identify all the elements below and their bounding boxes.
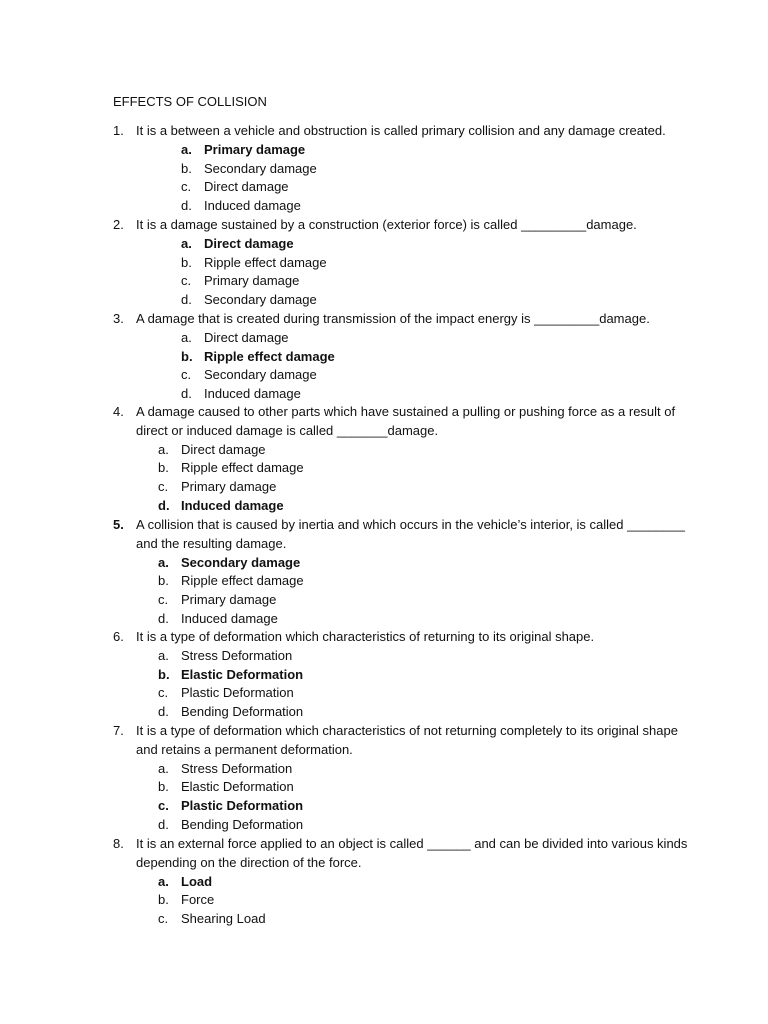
option-text: Secondary damage [204, 292, 317, 307]
option-letter: a. [158, 555, 169, 570]
option-text: Primary damage [181, 592, 277, 607]
option-text: Bending Deformation [181, 704, 304, 719]
option-text-correct: Ripple effect damage [204, 349, 335, 364]
question-number: 6. [113, 629, 124, 644]
question-number: 4. [113, 404, 124, 419]
option-letter: c. [158, 592, 169, 607]
question-text: It is a between a vehicle and obstruction is called primary collision and any damage created. [136, 123, 666, 138]
option-letter: c. [158, 685, 169, 700]
question-text: direct or induced damage is called _______damage. [136, 423, 439, 438]
option-text: Primary damage [181, 479, 277, 494]
question-number: 2. [113, 217, 124, 232]
question-text: It is an external force applied to an object is called ______ and can be divided into various kinds [136, 836, 688, 851]
option-letter: d. [158, 817, 169, 832]
option-letter: c. [158, 798, 169, 813]
option-letter: d. [158, 704, 169, 719]
option-letter: b. [181, 161, 192, 176]
option-text: Induced damage [204, 386, 301, 401]
option-text: Stress Deformation [181, 648, 293, 663]
option-text: Direct damage [181, 442, 266, 457]
option-letter: a. [181, 330, 192, 345]
question-text: It is a damage sustained by a construction (exterior force) is called _________damage. [136, 217, 637, 232]
option-letter: d. [158, 611, 169, 626]
option-letter: a. [181, 142, 192, 157]
option-text: Plastic Deformation [181, 685, 294, 700]
option-text: Secondary damage [204, 161, 317, 176]
option-letter: d. [181, 386, 192, 401]
question-number: 1. [113, 123, 124, 138]
option-letter: b. [158, 892, 169, 907]
option-text: Secondary damage [204, 367, 317, 382]
option-letter: b. [181, 349, 193, 364]
option-text: Direct damage [204, 179, 289, 194]
option-text-correct: Primary damage [204, 142, 306, 157]
question-text: and retains a permanent deformation. [136, 742, 353, 757]
option-letter: c. [158, 911, 169, 926]
option-text-correct: Secondary damage [181, 555, 301, 570]
option-text: Ripple effect damage [181, 573, 304, 588]
option-text: Primary damage [204, 273, 300, 288]
question-text: A damage that is created during transmission of the impact energy is _________damage. [136, 311, 650, 326]
option-text: Direct damage [204, 330, 289, 345]
option-text: Induced damage [204, 198, 301, 213]
option-letter: a. [158, 874, 169, 889]
option-text: Force [181, 892, 215, 907]
option-letter: a. [158, 648, 169, 663]
option-letter: b. [181, 255, 192, 270]
option-text-correct: Induced damage [181, 498, 284, 513]
question-text: A damage caused to other parts which have sustained a pulling or pushing force as a result of [136, 404, 676, 419]
option-letter: c. [181, 179, 192, 194]
question-text: It is a type of deformation which characteristics of returning to its original shape. [136, 629, 595, 644]
document-title: EFFECTS OF COLLISION [113, 94, 267, 109]
option-letter: a. [158, 761, 169, 776]
question-text: depending on the direction of the force. [136, 855, 362, 870]
option-letter: d. [181, 292, 192, 307]
option-text: Shearing Load [181, 911, 266, 926]
option-text: Elastic Deformation [181, 779, 294, 794]
option-text: Ripple effect damage [204, 255, 327, 270]
option-text-correct: Direct damage [204, 236, 294, 251]
option-text: Bending Deformation [181, 817, 304, 832]
question-number: 7. [113, 723, 124, 738]
option-letter: d. [158, 498, 170, 513]
option-text: Ripple effect damage [181, 460, 304, 475]
option-text: Stress Deformation [181, 761, 293, 776]
option-text-correct: Elastic Deformation [181, 667, 304, 682]
question-number: 8. [113, 836, 124, 851]
option-text: Induced damage [181, 611, 278, 626]
option-letter: b. [158, 779, 169, 794]
option-letter: c. [181, 367, 192, 382]
question-number: 3. [113, 311, 124, 326]
option-letter: a. [181, 236, 192, 251]
option-letter: b. [158, 667, 170, 682]
option-letter: c. [158, 479, 169, 494]
option-letter: c. [181, 273, 192, 288]
question-text: and the resulting damage. [136, 536, 287, 551]
option-letter: a. [158, 442, 169, 457]
option-letter: b. [158, 460, 169, 475]
option-text-correct: Plastic Deformation [181, 798, 304, 813]
option-letter: b. [158, 573, 169, 588]
option-letter: d. [181, 198, 192, 213]
question-text: A collision that is caused by inertia and which occurs in the vehicle’s interior, is called ________ [136, 517, 685, 532]
option-text-correct: Load [181, 874, 213, 889]
question-number: 5. [113, 517, 124, 532]
question-text: It is a type of deformation which characteristics of not returning completely to its original shape [136, 723, 678, 738]
